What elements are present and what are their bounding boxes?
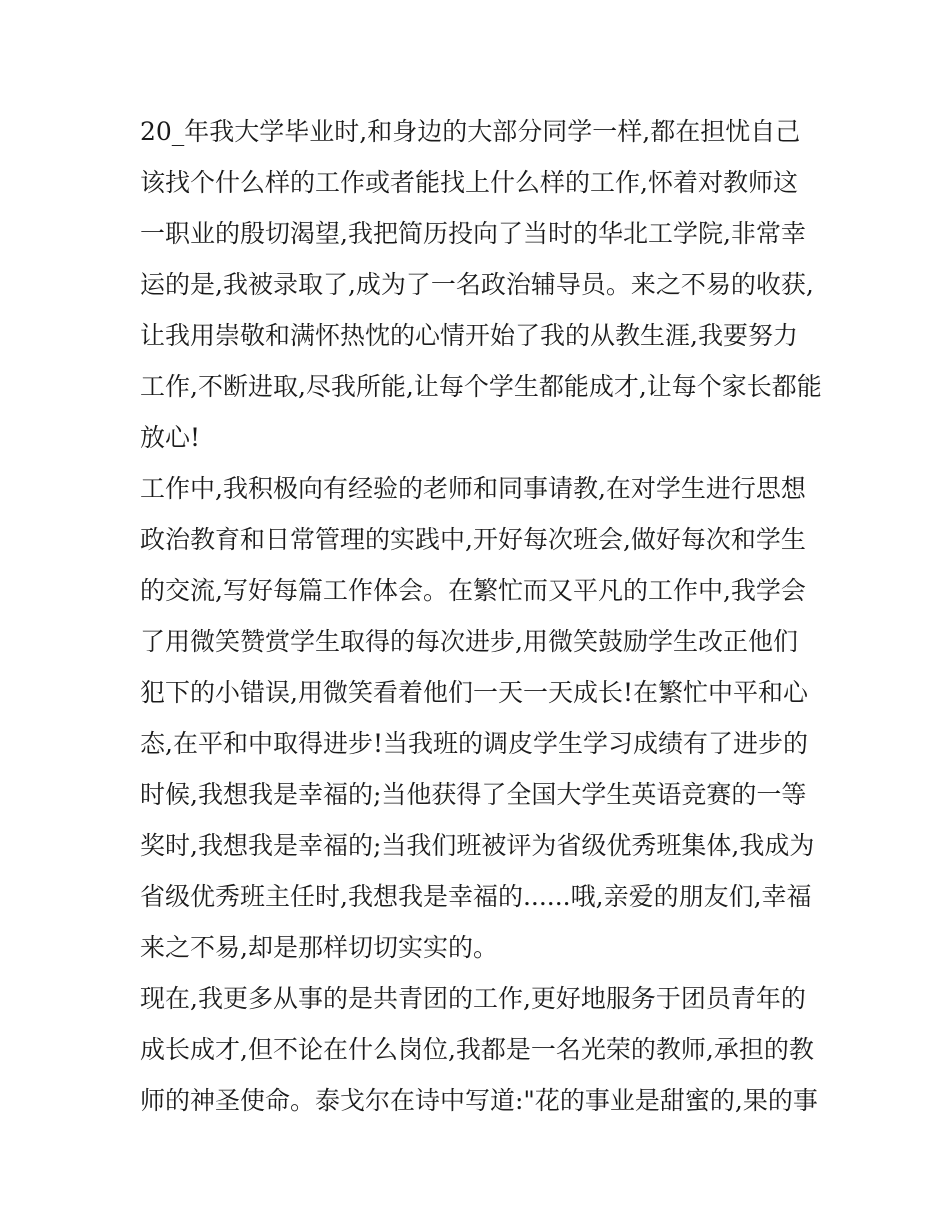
text-line: 犯下的小错误,用微笑看着他们一天一天成长!在繁忙中平和心 xyxy=(140,678,808,707)
document-body xyxy=(140,106,820,1126)
text-line: 的交流,写好每篇工作体会。在繁忙而又平凡的工作中,我学会 xyxy=(140,576,806,605)
text-line: 一职业的殷切渴望,我把简历投向了当时的华北工学院,非常幸 xyxy=(140,219,806,248)
text-line: 奖时,我想我是幸福的;当我们班被评为省级优秀班集体,我成为 xyxy=(140,831,815,860)
text-line: 时候,我想我是幸福的;当他获得了全国大学生英语竞赛的一等 xyxy=(140,780,807,809)
text-line: 该找个什么样的工作或者能找上什么样的工作,怀着对教师这 xyxy=(140,168,798,197)
text-line: 让我用崇敬和满怀热忱的心情开始了我的从教生涯,我要努力 xyxy=(140,321,798,350)
text-line: 省级优秀班主任时,我想我是幸福的......哦,亲爱的朋友们,幸福 xyxy=(140,882,812,911)
paragraph-3 xyxy=(140,973,820,1126)
text-line: 了用微笑赞赏学生取得的每次进步,用微笑鼓励学生改正他们 xyxy=(140,627,798,656)
text-line: 态,在平和中取得进步!当我班的调皮学生学习成绩有了进步的 xyxy=(140,729,808,758)
text-line: 政治教育和日常管理的实践中,开好每次班会,做好每次和学生 xyxy=(140,525,806,554)
text-line: 来之不易,却是那样切切实实的。 xyxy=(140,933,498,962)
text-line: 放心! xyxy=(140,423,201,452)
text-line: 现在,我更多从事的是共青团的工作,更好地服务于团员青年的 xyxy=(140,984,806,1013)
paragraph-1 xyxy=(140,106,820,463)
text-line: 成长成才,但不论在什么岗位,我都是一名光荣的教师,承担的教 xyxy=(140,1035,814,1064)
text-line: 运的是,我被录取了,成为了一名政治辅导员。来之不易的收获, xyxy=(140,270,814,299)
text-line: 工作中,我积极向有经验的老师和同事请教,在对学生进行思想 xyxy=(140,474,806,503)
paragraph-2 xyxy=(140,463,820,973)
text-line: 20_年我大学毕业时,和身边的大部分同学一样,都在担忧自己 xyxy=(140,117,801,146)
text-line: 工作,不断进取,尽我所能,让每个学生都能成才,让每个家长都能 xyxy=(140,372,822,401)
text-line: 师的神圣使命。泰戈尔在诗中写道:"花的事业是甜蜜的,果的事 xyxy=(140,1086,818,1115)
